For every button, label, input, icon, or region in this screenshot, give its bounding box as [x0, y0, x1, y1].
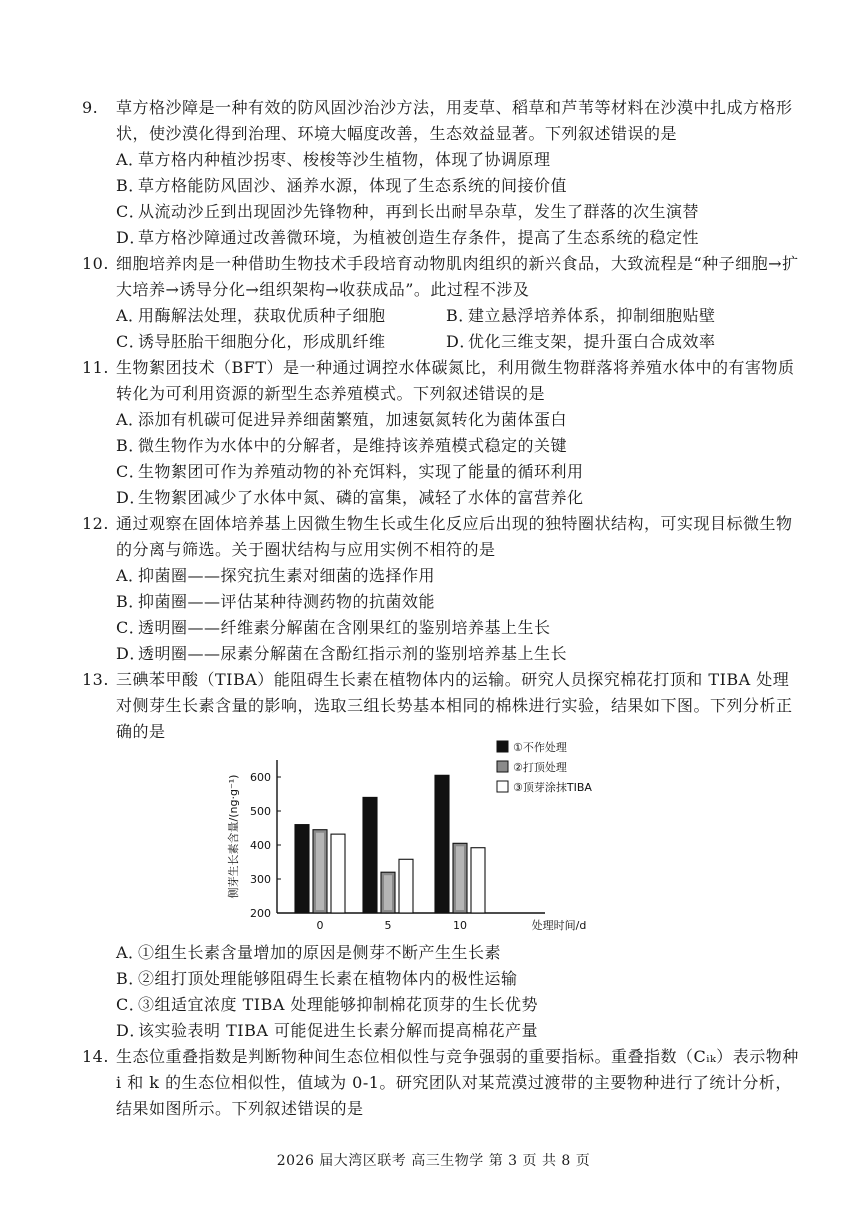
option-a[interactable]: A．用酶解法处理，获取优质种子细胞	[116, 306, 386, 325]
option-b[interactable]: B．微生物作为水体中的分解者，是维持该养殖模式稳定的关键	[116, 436, 568, 455]
question-stem: 草方格沙障是一种有效的防风固沙治沙方法，用麦草、稻草和芦苇等材料在沙漠中扎成方格形状，使沙漠化得到治理、环境大幅度改善，生态效益显著。下列叙述错误的是	[116, 98, 793, 143]
bar	[295, 825, 309, 913]
x-tick-label: 0	[316, 919, 324, 932]
y-tick-label: 600	[250, 771, 271, 784]
option-d[interactable]: D．草方格沙障通过改善微环境，为植被创造生存条件，提高了生态系统的稳定性	[116, 228, 700, 247]
page-footer: 2026 届大湾区联考 高三生物学 第 3 页 共 8 页	[276, 1153, 591, 1169]
legend-swatch	[497, 761, 508, 772]
option-d[interactable]: D．生物絮团减少了水体中氮、磷的富集，减轻了水体的富营养化	[116, 488, 584, 507]
option-d[interactable]: D．透明圈——尿素分解菌在含酚红指示剂的鉴别培养基上生长	[116, 644, 568, 663]
bar	[363, 797, 377, 913]
legend-label: ②打顶处理	[513, 761, 567, 774]
bar-inner-shade	[316, 833, 324, 910]
bar	[471, 848, 485, 913]
y-tick-label: 300	[250, 873, 271, 886]
question-11	[82, 355, 802, 407]
option-d[interactable]: D．该实验表明 TIBA 可能促进生长素分解而提高棉花产量	[116, 1021, 538, 1040]
x-tick-label: 10	[453, 919, 467, 932]
question-9	[82, 95, 802, 147]
auxin-bar-chart	[225, 735, 625, 945]
question-13	[82, 667, 802, 745]
x-axis-label: 处理时间/d	[531, 919, 587, 932]
option-a[interactable]: A．①组生长素含量增加的原因是侧芽不断产生生长素	[116, 943, 502, 962]
question-stem: 生物絮团技术（BFT）是一种通过调控水体碳氮比，利用微生物群落将养殖水体中的有害物质转化为可利用资源的新型生态养殖模式。下列叙述错误的是	[116, 358, 795, 403]
question-14	[82, 1044, 802, 1122]
bar	[399, 859, 413, 913]
question-number: 13.	[82, 670, 109, 689]
option-b[interactable]: B．抑菌圈——评估某种待测药物的抗菌效能	[116, 592, 436, 611]
option-b[interactable]: B．草方格能防风固沙、涵养水源，体现了生态系统的间接价值	[116, 176, 568, 195]
question-12	[82, 511, 802, 563]
question-number: 12.	[82, 514, 109, 533]
option-c[interactable]: C．诱导胚胎干细胞分化，形成肌纤维	[116, 332, 386, 351]
question-number: 10.	[82, 254, 109, 273]
option-d[interactable]: D．优化三维支架，提升蛋白合成效率	[446, 332, 716, 351]
legend-label: ①不作处理	[513, 741, 567, 754]
x-tick-label: 5	[384, 919, 392, 932]
question-number: 9.	[82, 98, 99, 117]
option-b[interactable]: B．建立悬浮培养体系，抑制细胞贴壁	[446, 306, 716, 325]
question-number: 14.	[82, 1047, 109, 1066]
option-a[interactable]: A．抑菌圈——探究抗生素对细菌的选择作用	[116, 566, 436, 585]
y-axis-label: 侧芽生长素含量/(ng·g⁻¹)	[227, 774, 240, 899]
bar-inner-shade	[384, 875, 392, 910]
question-stem: 细胞培养肉是一种借助生物技术手段培育动物肌肉组织的新兴食品，大致流程是“种子细胞→扩大培养→诱导分化→组织架构→收获成品”。此过程不涉及	[116, 254, 799, 299]
question-stem: 三碘苯甲酸（TIBA）能阻碍生长素在植物体内的运输。研究人员探究棉花打顶和 TIBA 处理对侧芽生长素含量的影响，选取三组长势基本相同的棉株进行实验，结果如下图。下列分析正确的是	[116, 670, 793, 741]
legend-swatch	[497, 741, 508, 752]
option-c[interactable]: C．透明圈——纤维素分解菌在含刚果红的鉴别培养基上生长	[116, 618, 551, 637]
option-c[interactable]: C．从流动沙丘到出现固沙先锋物种，再到长出耐旱杂草，发生了群落的次生演替	[116, 202, 700, 221]
bar	[435, 775, 449, 913]
question-number: 11.	[82, 358, 109, 377]
legend-swatch	[497, 781, 508, 792]
option-b[interactable]: B．②组打顶处理能够阻碍生长素在植物体内的极性运输	[116, 969, 518, 988]
question-stem: 生态位重叠指数是判断物种间生态位相似性与竞争强弱的重要指标。重叠指数（Cᵢₖ）表示物种 i 和 k 的生态位相似性，值域为 0-1。研究团队对某荒漠过渡带的主要物种进行了统计分析，结果如图所示。下列叙述错误的是	[116, 1047, 799, 1118]
chart-svg	[225, 735, 625, 945]
question-10	[82, 251, 802, 303]
y-tick-label: 200	[250, 907, 271, 920]
bar-inner-shade	[456, 846, 464, 910]
y-tick-label: 500	[250, 805, 271, 818]
option-a[interactable]: A．添加有机碳可促进异养细菌繁殖，加速氨氮转化为菌体蛋白	[116, 410, 568, 429]
option-c[interactable]: C．生物絮团可作为养殖动物的补充饵料，实现了能量的循环利用	[116, 462, 584, 481]
option-a[interactable]: A．草方格内种植沙拐枣、梭梭等沙生植物，体现了协调原理	[116, 150, 551, 169]
question-stem: 通过观察在固体培养基上因微生物生长或生化反应后出现的独特圈状结构，可实现目标微生物的分离与筛选。关于圈状结构与应用实例不相符的是	[116, 514, 793, 559]
option-c[interactable]: C．③组适宜浓度 TIBA 处理能够抑制棉花顶芽的生长优势	[116, 995, 538, 1014]
bar	[331, 834, 345, 913]
legend-label: ③顶芽涂抹TIBA	[513, 781, 592, 794]
y-tick-label: 400	[250, 839, 271, 852]
